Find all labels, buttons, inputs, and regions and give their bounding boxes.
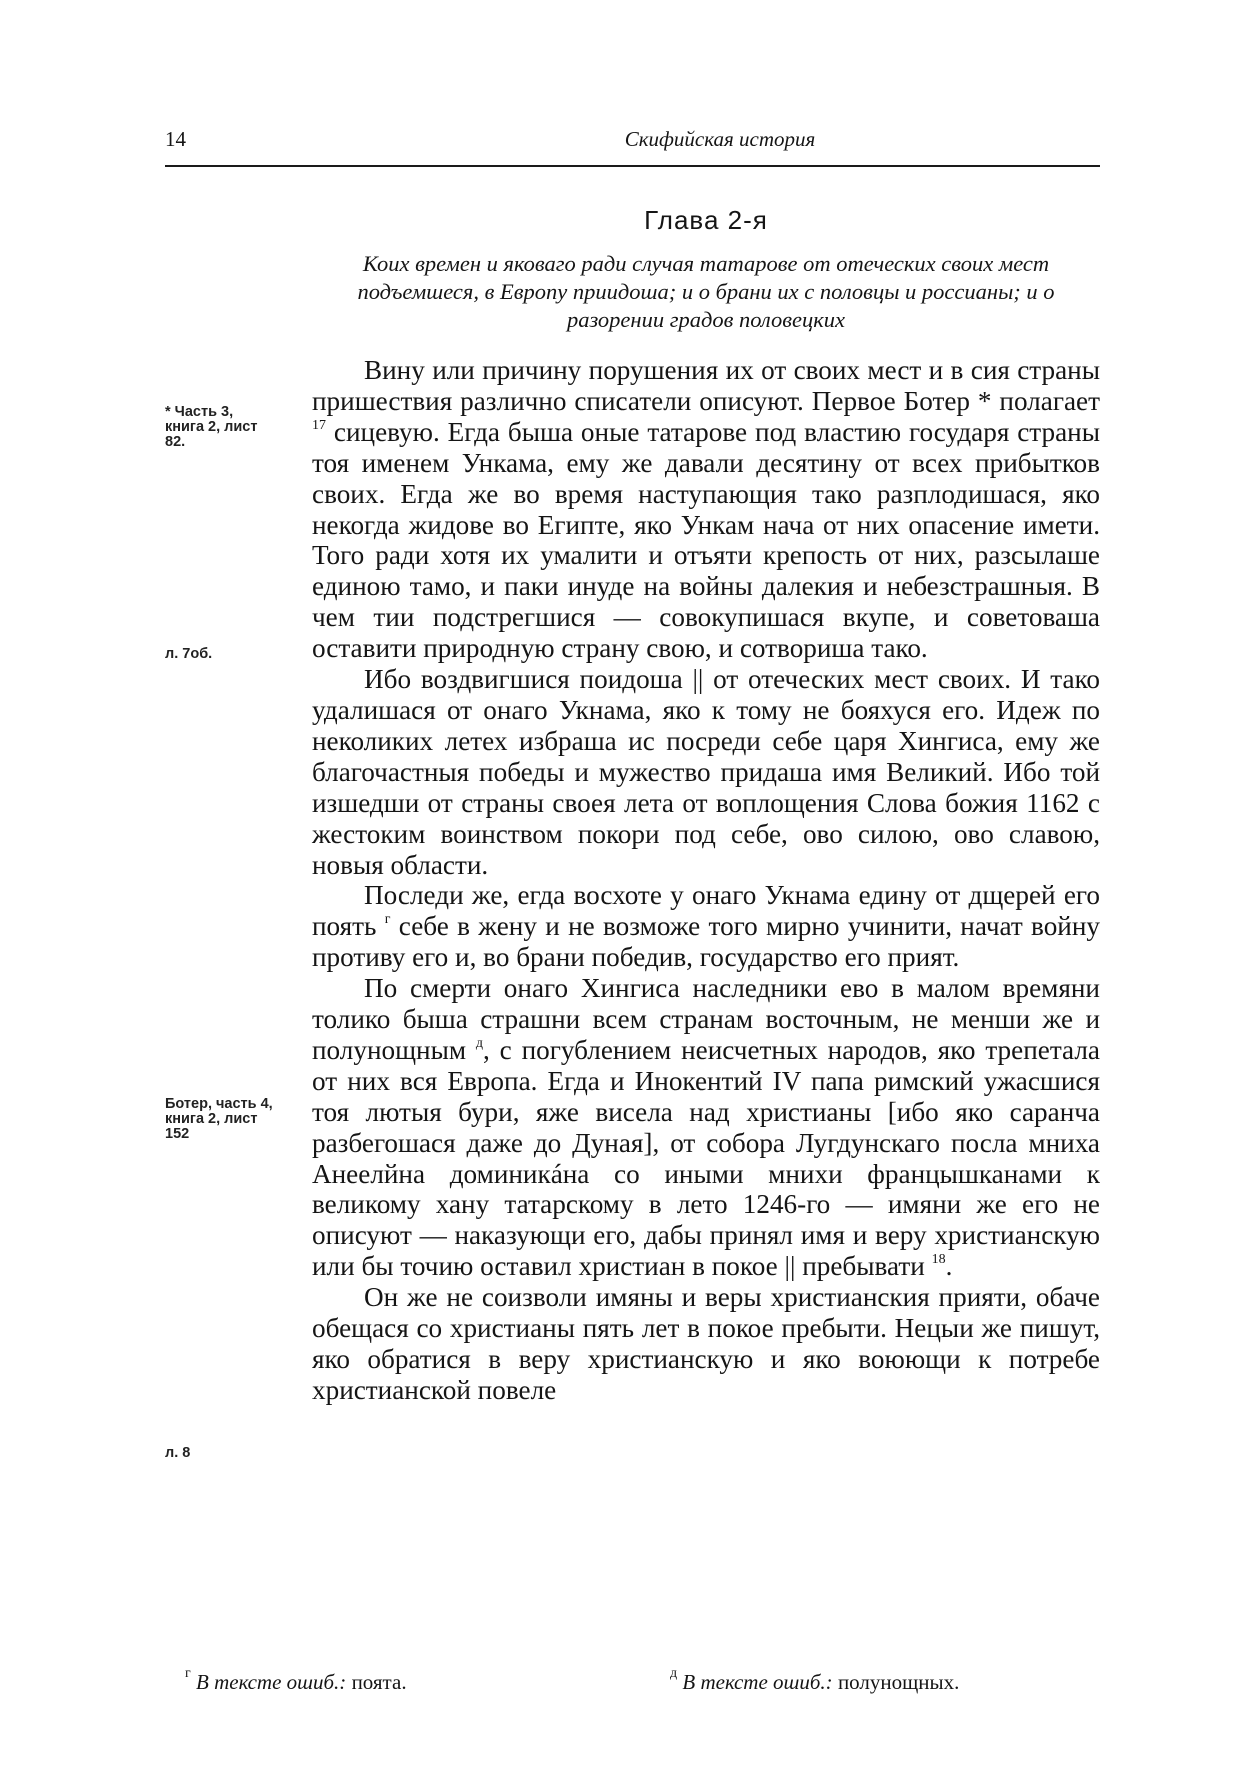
margin-note: * Часть 3, книга 2, лист 82. [165,404,258,450]
footnote-ref: 17 [312,417,326,433]
footnote: $^д$ В тексте ошиб.: полунощных. [670,1666,960,1694]
paragraph: Ибо воздвигшися поидоша || от отеческих мест своих. И тако удалишася от онаго Укнама, яко к тому не бояхуся его. Идеж по неколиких летех избраша ис посреди себе царя Хингиса, ему же благочастныя победы и мужество придаша имя Великий. Ибо той изшедши от страны своея лета от воплощения Слова божия 1162 с жестоким воинством покори под себе, ово силою, ово славою, новыя области. [312,664,1100,880]
footnote-ref: г [384,912,391,928]
margin-note: л. 8 [165,1445,191,1461]
running-title: Скифийская история [624,127,816,151]
chapter-subtitle: Коих времен и яковаго ради случая татарове от отеческих своих мест подъемшеся, в Европу приидоша; и о брани их с половцы и россианы; и о разорении градов половецких [357,251,1055,332]
body-text [312,355,1100,1406]
footnotes [165,1666,1100,1700]
footnote: $^г$ В тексте ошиб.: поята. [185,1666,407,1694]
page-header [165,127,1100,163]
footnote-ref: 18 [931,1252,946,1268]
margin-note: Ботер, часть 4, книга 2, лист 152 [165,1096,273,1142]
paragraph: Вину или причину порушения их от своих мест и в сия страны пришествия различно списатели описуют. Первое Ботер * полагает $^{17}$ сицевую. Егда быша оные татарове под властию государя страны тоя именем Ункама, ему же давали десятину от всех прибытков своих. Егда же во время наступающия тако разплодишася, яко некогда жидове во Египте, яко Ункам нача от них опасение имети. Того ради хотя их умалити и отъяти крепость от них, разсылаше единою тамо, и паки инуде на войны далекия и небезстрашныя. В чем тии подстрегшися — совокупишася вкупе, и советоваша оставити природную страну свою, и сотвориша тако. [312,355,1100,664]
margin-note: л. 7об. [165,646,213,662]
chapter-title: Глава 2-я [644,205,768,235]
header-rule [165,165,1100,167]
paragraph: Последи же, егда восхоте у онаго Укнама едину от дщерей его поять $^г$ себе в жену и не возможе того мирно учинити, начат войну противу его и, во брани победив, государство его прият. [312,880,1100,973]
paragraph: Он же не соизволи имяны и веры христианския прияти, обаче обещася со христианы пять лет в покое пребыти. Нецыи же пишут, яко обратися в веру христианскую и яко воюющи к потребе христианской повеле [312,1282,1100,1405]
paragraph: По смерти онаго Хингиса наследники ево в малом времяни толико быша страшни всем странам восточным, не менши же и полунощным $^д$, с погублением неисчетных народов, яко трепетала от них вся Европа. Егда и Инокентий IV папа римский ужасшися тоя лютыя бури, яже висела над христианы [ибо яко саранча разбегошася даже до Дуная], от собора Лугдунскаго посла мниха Анеелйна доминикáна со иными мнихи францышканами к великому хану татарскому в лето 1246-го — имяни же его не описуют — наказующи его, дабы принял имя и веру христианскую или бы точию оставил христиан в покое || пребывати $^{18}$. [312,973,1100,1282]
footnote-ref: д [475,1035,484,1051]
page-number: 14 [165,127,186,151]
